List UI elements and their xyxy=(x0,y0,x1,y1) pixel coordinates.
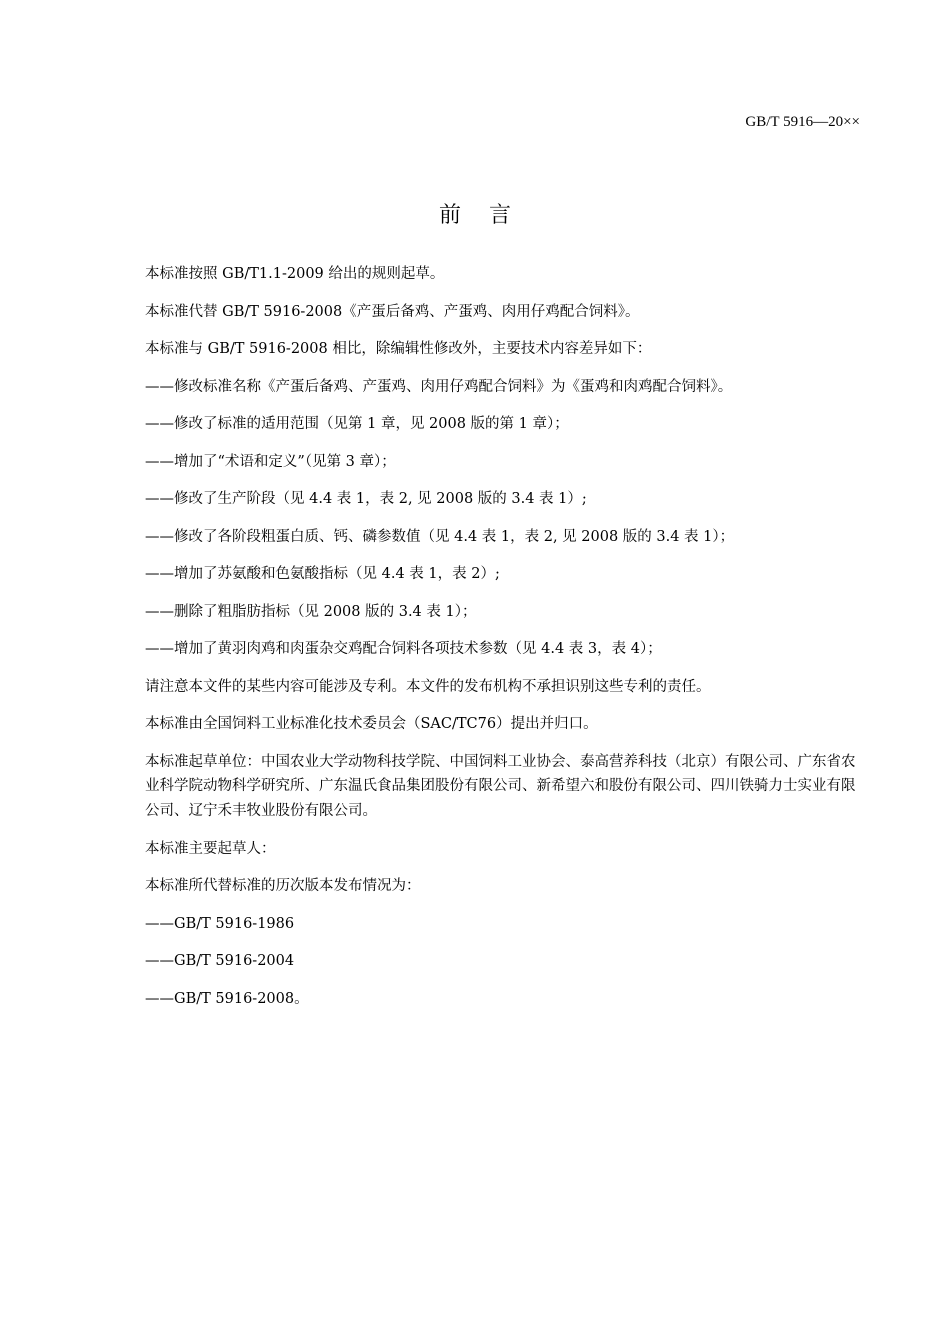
paragraph-version-history-intro: 本标准所代替标准的历次版本发布情况为： xyxy=(145,878,421,894)
list-item-change: ——修改了各阶段粗蛋白质、钙、磷参数值（见 4.4 表 1，表 2, 见 2008 版的 3.4 表 1）； xyxy=(145,528,735,545)
list-item-change: ——增加了苏氨酸和色氨酸指标（见 4.4 表 1，表 2）; xyxy=(145,566,500,582)
standard-code: GB/T 5916—20×× xyxy=(745,114,860,130)
list-item-version: ——GB/T 5916-2008。 xyxy=(145,990,309,1007)
list-item-change: ——增加了“术语和定义”（见第 3 章）； xyxy=(145,453,396,470)
paragraph-replaces: 本标准代替 GB/T 5916-2008《产蛋后备鸡、产蛋鸡、肉用仔鸡配合饲料》。 xyxy=(145,303,640,320)
list-item-change: ——修改了标准的适用范围（见第 1 章，见 2008 版的第 1 章）； xyxy=(145,416,569,432)
list-item-version: ——GB/T 5916-1986 xyxy=(145,915,295,932)
paragraph-drafting-rules: 本标准按照 GB/T1.1-2009 给出的规则起草。 xyxy=(145,266,445,282)
paragraph-main-drafters: 本标准主要起草人： xyxy=(145,840,276,857)
list-item-change: ——删除了粗脂肪指标（见 2008 版的 3.4 表 1）； xyxy=(145,603,477,620)
paragraph-drafting-units: 本标准起草单位：中国农业大学动物科技学院、中国饲料工业协会、泰高营养科技（北京）有限公司、广东省农业科学院动物科学研究所、广东温氏食品集团股份有限公司、新希望六和股份有限公司、四川铁骑力士实业有限公司、辽宁禾丰牧业股份有限公司。 xyxy=(145,753,856,819)
list-item-version: ——GB/T 5916-2004 xyxy=(145,953,295,969)
document-body xyxy=(145,262,861,1024)
list-item-change: ——修改了生产阶段（见 4.4 表 1，表 2, 见 2008 版的 3.4 表 1）; xyxy=(145,491,587,507)
paragraph-comparison-intro: 本标准与 GB/T 5916-2008 相比，除编辑性修改外，主要技术内容差异如下： xyxy=(145,341,652,357)
page-title: 前 言 xyxy=(439,203,511,228)
paragraph-committee: 本标准由全国饲料工业标准化技术委员会（SAC/TC76）提出并归口。 xyxy=(145,716,598,732)
list-item-change: ——修改标准名称《产蛋后备鸡、产蛋鸡、肉用仔鸡配合饲料》为《蛋鸡和肉鸡配合饲料》。 xyxy=(145,378,733,395)
list-item-change: ——增加了黄羽肉鸡和肉蛋杂交鸡配合饲料各项技术参数（见 4.4 表 3，表 4）； xyxy=(145,641,662,657)
paragraph-patent-notice: 请注意本文件的某些内容可能涉及专利。本文件的发布机构不承担识别这些专利的责任。 xyxy=(145,678,711,695)
